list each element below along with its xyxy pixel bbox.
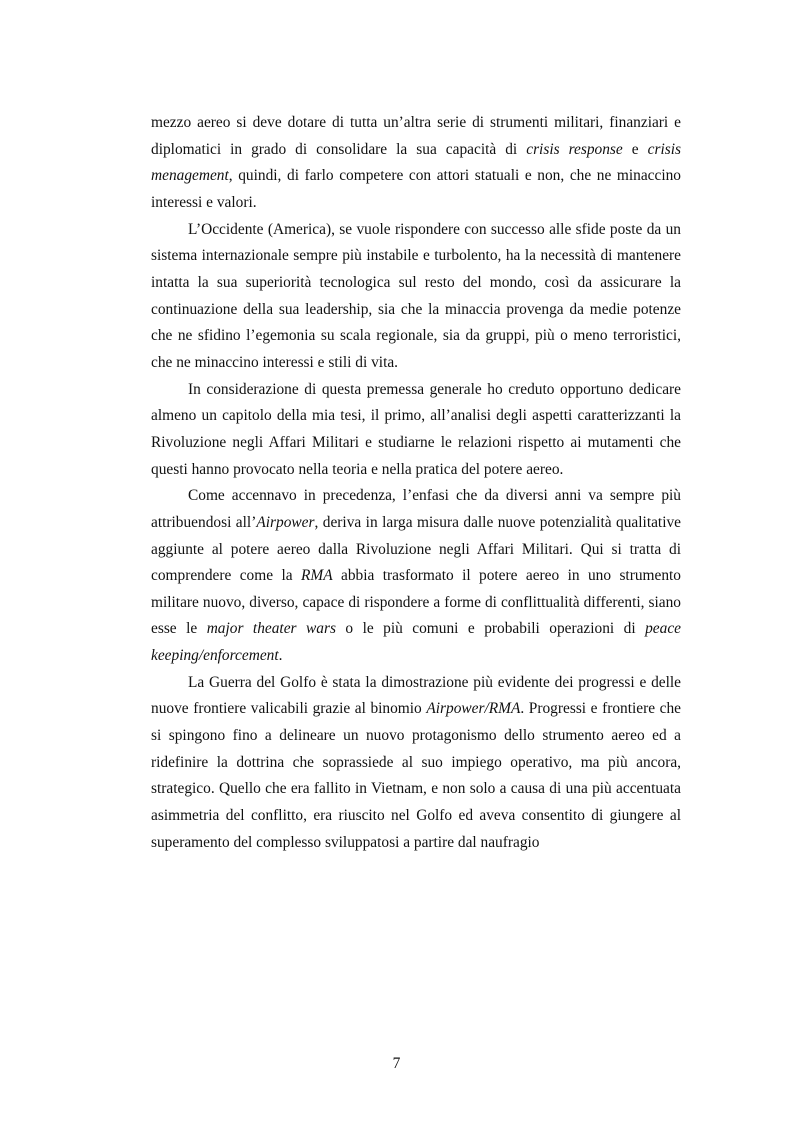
italic-run: crisis menagement [151,140,682,185]
paragraph [151,217,681,377]
text-run: mezzo aereo si deve dotare di tutta un’altra serie di strumenti militari, finanziari e diplomatici in grado di consolidare la sua capacità di [151,114,681,158]
body-text [151,110,681,856]
text-run: Come accennavo in precedenza, l’enfasi che da diversi anni va sempre più attribuendosi all’ [151,487,681,531]
page-number: 7 [392,1055,401,1072]
italic-run: Airpower/RMA [426,700,521,718]
italic-run: RMA [300,567,333,585]
text-run: , quindi, di farlo competere con attori statuali e non, che ne minaccino interessi e valori. [151,167,681,211]
paragraph [151,377,681,484]
text-run: L’Occidente (America), se vuole rispondere con successo alle sfide poste da un sistema internazionale sempre più instabile e turbolento, ha la necessità di mantenere intatta la sua superiorità tecnologica sul resto del mondo, così da assicurare la continuazione della sua leadership, sia che la minaccia provenga da medie potenze che ne sfidino l’egemonia su scala regionale, sia da gruppi, più o meno terroristici, che ne minaccino interessi e stili di vita. [151,220,681,371]
text-run: o le più comuni e probabili operazioni di [335,620,646,638]
italic-run: crisis response [526,140,623,158]
paragraph [151,110,681,217]
italic-run: peace keeping/enforcement [151,620,681,665]
text-run: . Progressi e frontiere che si spingono fino a delineare un nuovo protagonismo dello strumento aereo ed a ridefinire la dottrina che soprassiede al suo impiego operativo, ma più ancora, strategico. Quello che era fallito in Vietnam, e non solo a causa di una più accentuata asimmetria del conflitto, era riuscito nel Golfo ed aveva consentito di giungere al superamento del complesso sviluppatosi a partire dal naufragio [151,700,681,851]
text-run: In considerazione di questa premessa generale ho creduto opportuno dedicare almeno un capitolo della mia tesi, il primo, all’analisi degli aspetti caratterizzanti la Rivoluzione negli Affari Militari e studiarne le relazioni rispetto ai mutamenti che questi hanno provocato nella teoria e nella pratica del potere aereo. [151,380,681,478]
text-run: , deriva in larga misura dalle nuove potenzialità qualitative aggiunte al potere aereo dalla Rivoluzione negli Affari Militari. Qui si tratta di comprendere come la [151,513,681,585]
paragraph [151,670,681,857]
paragraph [151,483,681,670]
text-run: . [278,647,283,665]
text-run: La Guerra del Golfo è stata la dimostrazione più evidente dei progressi e delle nuove frontiere valicabili grazie al binomio [151,673,681,718]
italic-run: Airpower [256,513,315,531]
text-run: e [622,140,648,158]
text-run: abbia trasformato il potere aereo in uno strumento militare nuovo, diverso, capace di rispondere a forme di conflittualità differenti, siano esse le [151,567,681,638]
italic-run: major theater wars [206,620,336,638]
